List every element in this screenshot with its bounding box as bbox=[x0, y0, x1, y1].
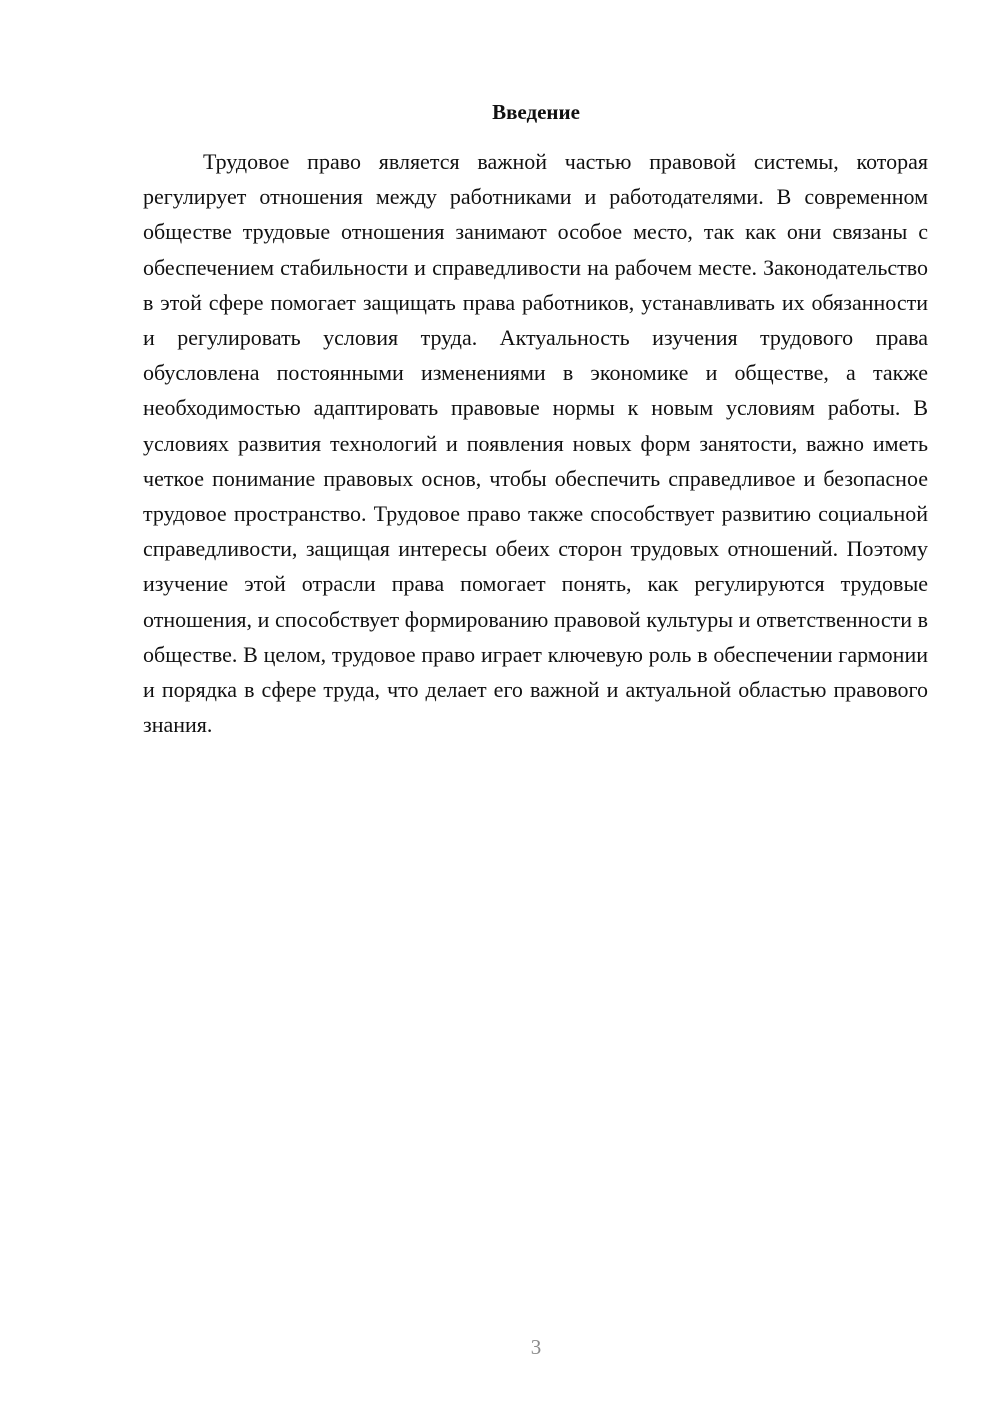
introduction-paragraph: Трудовое право является важной частью правовой системы, которая регулирует отношения между работниками и работодателями. В современном обществе трудовые отношения занимают особое место, так как они связаны с обеспечением стабильности и справедливости на рабочем месте. Законодательство в этой сфере помогает защищать права работников, устанавливать их обязанности и регулировать условия труда. Актуальность изучения трудового права обусловлена постоянными изменениями в экономике и обществе, а также необходимостью адаптировать правовые нормы к новым условиям работы. В условиях развития технологий и появления новых форм занятости, важно иметь четкое понимание правовых основ, чтобы обеспечить справедливое и безопасное трудовое пространство. Трудовое право также способствует развитию социальной справедливости, защищая интересы обеих сторон трудовых отношений. Поэтому изучение этой отрасли права помогает понять, как регулируются трудовые отношения, и способствует формированию правовой культуры и ответственности в обществе. В целом, трудовое право играет ключевую роль в обеспечении гармонии и порядка в сфере труда, что делает его важной и актуальной областью правового знания. bbox=[143, 149, 928, 738]
page-number: 3 bbox=[530, 1335, 542, 1359]
section-heading: Введение bbox=[492, 100, 580, 124]
